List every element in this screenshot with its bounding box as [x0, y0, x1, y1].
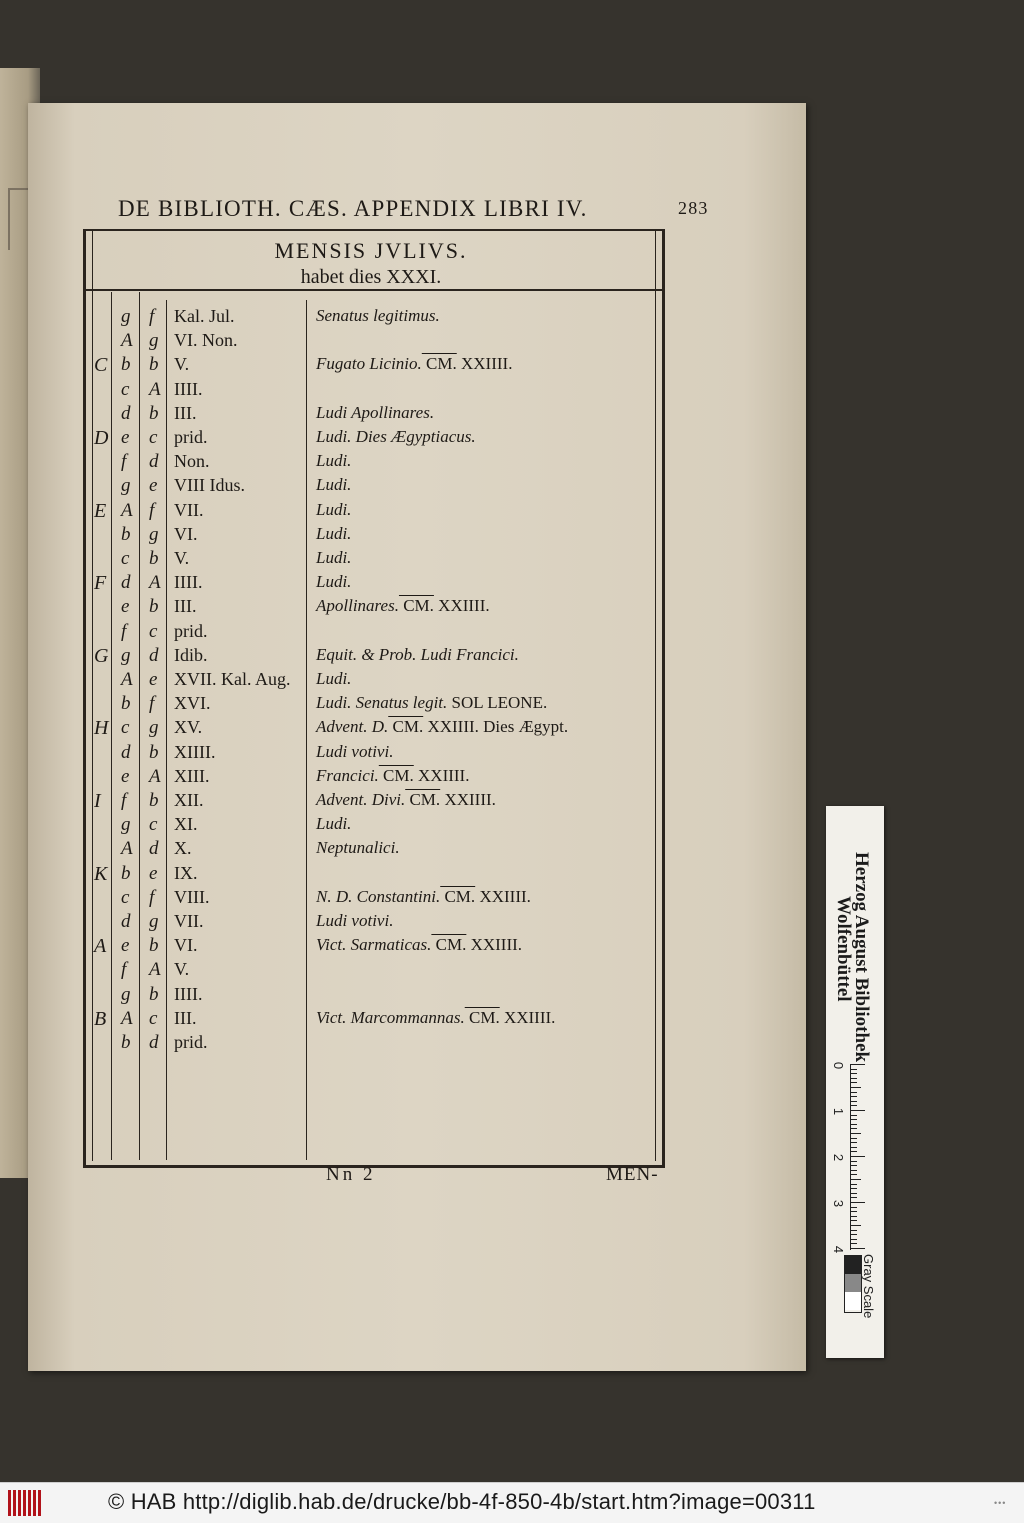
ruler-number: 4 [831, 1245, 847, 1254]
dominical-letter: I [94, 790, 101, 812]
cm-mark: CM. [431, 935, 467, 955]
gray-scale-label: Gray Scale [861, 1254, 876, 1319]
feast-note: Advent. D. CM. XXIIII. Dies Ægypt. [316, 717, 569, 737]
feast-note: Apollinares. CM. XXIIII. [316, 596, 490, 616]
ruler-tick [851, 1092, 857, 1093]
calendar-row [0, 403, 1024, 427]
calendar-letter: c [121, 886, 130, 908]
nundinal-letter: A [149, 378, 161, 400]
dominical-letter: G [94, 644, 109, 667]
calendar-row [0, 621, 1024, 645]
ruler-tick [851, 1142, 857, 1143]
ruler-tick [851, 1096, 857, 1097]
ruler-number: 2 [831, 1153, 847, 1162]
cm-mark: CM. [405, 790, 441, 809]
nundinal-letter: b [149, 402, 159, 424]
ruler-number: 1 [831, 1107, 847, 1116]
ruler-tick [851, 1069, 857, 1070]
running-head-title: DE BIBLIOTH. CÆS. APPENDIX LIBRI IV. [118, 196, 588, 221]
nundinal-letter: f [149, 886, 155, 908]
nundinal-letter: A [149, 765, 161, 787]
calendar-letter: e [121, 765, 130, 787]
calendar-letter: f [121, 959, 127, 981]
nundinal-letter: e [149, 862, 158, 884]
ruler-tick [851, 1170, 857, 1171]
ruler-tick [851, 1184, 857, 1185]
hab-logo-icon [8, 1490, 48, 1516]
source-url[interactable]: © HAB http://diglib.hab.de/drucke/bb-4f-850-4b/start.htm?image=00311 [108, 1489, 816, 1514]
calendar-letter: c [121, 548, 130, 569]
day-label: XII. [174, 790, 204, 810]
ruler-tick [851, 1207, 857, 1208]
calendar-row [0, 379, 1024, 403]
calendar-letter: b [121, 862, 131, 884]
day-label: III. [174, 402, 197, 423]
dominical-letter: B [94, 1007, 107, 1030]
month-days: habet dies XXXI. [300, 266, 442, 288]
ruler-tick [851, 1202, 865, 1203]
feast-note: Equit. & Prob. Ludi Francici. [316, 644, 519, 664]
ruler-tick [851, 1119, 857, 1120]
calendar-letter: e [121, 935, 130, 957]
day-label: III. [174, 1007, 197, 1028]
feast-note: N. D. Constantini. CM. XXIIII. [316, 886, 531, 906]
ruler-tick [851, 1220, 857, 1221]
feast-note-tail: XXIIII. [440, 790, 496, 809]
ruler-tick [851, 1101, 857, 1102]
day-label: IIII. [174, 983, 203, 1004]
day-label: XIIII. [174, 741, 216, 762]
feast-note: Vict. Sarmaticas. CM. XXIIII. [316, 935, 523, 955]
calendar-letter: c [121, 717, 130, 739]
calendar-row [0, 451, 1024, 475]
calendar-row [0, 596, 1024, 620]
calendar-row [0, 742, 1024, 766]
day-label: XV. [174, 717, 203, 738]
ruler-tick [851, 1239, 857, 1240]
calendar-letter: d [121, 402, 131, 424]
day-label: V. [174, 959, 190, 980]
day-label: prid. [174, 620, 208, 641]
nundinal-letter: b [149, 548, 159, 569]
calendar-letter: A [121, 1007, 133, 1029]
calendar-row [0, 475, 1024, 499]
calendar-letter: b [121, 693, 131, 715]
feast-note: Vict. Marcommannas. CM. XXIIII. [316, 1007, 556, 1027]
feast-note: Ludi. [316, 572, 352, 592]
cm-mark: CM. [378, 765, 414, 785]
calendar-letter: g [121, 814, 131, 836]
calendar-letter: g [121, 644, 131, 666]
ruler-tick [851, 1225, 861, 1226]
ruler-tick [851, 1082, 857, 1083]
day-label: IIII. [174, 378, 203, 399]
ruler-tick [851, 1234, 857, 1235]
feast-note: Advent. Divi. CM. XXIIII. [316, 790, 496, 809]
feast-note: Fugato Licinio. CM. XXIIII. [316, 354, 513, 374]
ruler-tick [851, 1124, 857, 1125]
nundinal-letter: g [149, 523, 159, 545]
dominical-letter: F [94, 572, 107, 595]
calendar-letter: d [121, 911, 131, 932]
ruler-tick [851, 1165, 857, 1166]
ruler-tick [851, 1087, 861, 1088]
nundinal-letter: g [149, 330, 159, 352]
ruler-tick [851, 1161, 857, 1162]
cm-mark: CM. [388, 717, 424, 737]
feast-note-tail: XXIIII. [466, 935, 523, 955]
color-scale-card [826, 806, 884, 1358]
nundinal-letter: f [149, 499, 155, 521]
library-name: Herzog August Bibliothek [851, 852, 872, 1063]
feast-note: Neptunalici. [316, 838, 400, 858]
calendar-row [0, 572, 1024, 596]
nundinal-letter: A [149, 572, 161, 594]
feast-note: Senatus legitimus. [316, 306, 440, 325]
calendar-letter: A [121, 669, 133, 690]
calendar-letter: A [121, 330, 133, 352]
ruler-tick [851, 1105, 857, 1106]
ruler-tick [851, 1243, 857, 1244]
feast-note-tail: XXIIII. Dies Ægypt. [423, 717, 569, 737]
nundinal-letter: d [149, 838, 159, 860]
ruler-tick [851, 1110, 865, 1111]
calendar-row [0, 330, 1024, 354]
dominical-letter: H [94, 717, 109, 740]
feast-note: Ludi. [316, 451, 352, 471]
feast-note: Ludi votivi. [316, 911, 394, 930]
calendar-letter: f [121, 451, 127, 473]
calendar-letter: b [121, 523, 131, 545]
feast-note: Ludi. Dies Ægyptiacus. [316, 427, 476, 446]
day-label: Kal. Jul. [174, 306, 235, 326]
calendar-letter: d [121, 572, 131, 594]
nundinal-letter: b [149, 354, 159, 376]
ruler-tick [851, 1193, 857, 1194]
ruler-tick [851, 1174, 857, 1175]
nundinal-letter: b [149, 741, 159, 763]
nundinal-letter: b [149, 983, 159, 1005]
nundinal-letter: e [149, 475, 158, 497]
day-label: IIII. [174, 572, 203, 593]
feast-note: Ludi. [316, 475, 352, 495]
dominical-letter: A [94, 935, 107, 958]
calendar-row [0, 524, 1024, 548]
day-label: XVI. [174, 693, 211, 714]
cm-mark: CM. [421, 354, 457, 374]
feast-note-tail: XXIIII. [499, 1007, 556, 1027]
calendar-letter: A [121, 499, 133, 521]
day-label: III. [174, 596, 197, 617]
cm-mark: CM. [398, 596, 434, 616]
calendar-letter: c [121, 378, 130, 400]
nundinal-letter: g [149, 911, 159, 932]
feast-note-tail: XXIIII. [433, 596, 490, 616]
nundinal-letter: f [149, 306, 155, 327]
cm-mark: CM. [440, 886, 476, 906]
ruler-tick [851, 1147, 857, 1148]
day-label: VIII. [174, 886, 210, 907]
ruler-tick [851, 1064, 865, 1065]
status-bar [0, 1482, 1024, 1523]
calendar-letter: b [121, 354, 131, 376]
calendar-row [0, 500, 1024, 524]
nundinal-letter: f [149, 693, 155, 715]
ruler-tick [851, 1115, 857, 1116]
calendar-letter: e [121, 427, 130, 448]
calendar-letter: g [121, 306, 131, 327]
calendar-letter: d [121, 741, 131, 763]
month-title: MENSIS JVLIVS. [274, 238, 468, 263]
day-label: VI. Non. [174, 330, 238, 351]
library-city: Wolfenbüttel [833, 896, 854, 1002]
ruler-tick [851, 1179, 861, 1180]
ruler-tick [851, 1138, 857, 1139]
calendar-letter: g [121, 983, 131, 1005]
day-label: XI. [174, 814, 198, 835]
feast-note-tail: XXIIII. [475, 886, 531, 906]
day-label: XVII. Kal. Aug. [174, 669, 291, 689]
day-label: V. [174, 354, 190, 375]
day-label: VI. [174, 523, 198, 544]
nundinal-letter: b [149, 596, 159, 618]
running-head [118, 196, 718, 226]
ruler-tick [851, 1216, 857, 1217]
nundinal-letter: c [149, 814, 158, 836]
calendar-row [0, 548, 1024, 572]
nundinal-letter: d [149, 451, 159, 473]
nundinal-letter: c [149, 1007, 158, 1029]
day-label: VII. [174, 911, 204, 931]
nundinal-letter: d [149, 644, 159, 666]
calendar-row [0, 717, 1024, 741]
day-label: X. [174, 838, 192, 859]
ruler-tick [851, 1230, 857, 1231]
calendar-letter: f [121, 620, 127, 642]
day-label: Idib. [174, 644, 208, 665]
calendar-row [0, 669, 1024, 693]
ruler [831, 1061, 865, 1254]
nundinal-letter: b [149, 790, 159, 811]
feast-note: Ludi. [316, 669, 352, 688]
signature-mark: Nn 2 [326, 1164, 376, 1185]
day-label: IX. [174, 862, 198, 883]
feast-note: Ludi. [316, 548, 352, 567]
dominical-letter: K [94, 862, 108, 885]
feast-note-tail: XXIIII. [456, 354, 513, 374]
calendar-row [0, 427, 1024, 451]
ruler-tick [851, 1248, 865, 1249]
feast-note: Ludi Apollinares. [316, 402, 435, 422]
calendar-letter: f [121, 790, 127, 811]
day-label: VII. [174, 499, 204, 520]
calendar-row [0, 306, 1024, 330]
ruler-tick [851, 1128, 857, 1129]
ruler-number: 0 [831, 1061, 847, 1070]
page-number: 283 [678, 198, 709, 218]
nundinal-letter: b [149, 935, 159, 957]
ruler-tick [851, 1073, 857, 1074]
calendar-row [0, 354, 1024, 378]
feast-note: Ludi votivi. [316, 741, 394, 761]
catchword: MEN- [606, 1164, 659, 1185]
gray-scale-swatch [844, 1255, 862, 1313]
feast-note: Ludi. [316, 523, 352, 543]
nundinal-letter: c [149, 427, 158, 448]
day-label: VIII Idus. [174, 475, 245, 496]
ruler-tick [851, 1078, 857, 1079]
calendar-row [0, 766, 1024, 790]
ruler-tick [851, 1211, 857, 1212]
feast-note-tail: XXIIII. [413, 765, 470, 785]
feast-note: Ludi. [316, 499, 352, 519]
feast-note: Ludi. [316, 814, 352, 834]
dominical-letter: D [94, 427, 109, 449]
dominical-letter: C [94, 354, 108, 377]
ruler-tick [851, 1188, 857, 1189]
nundinal-letter: e [149, 669, 158, 690]
day-label: XIII. [174, 765, 210, 786]
ruler-tick [851, 1197, 857, 1198]
calendar-letter: e [121, 596, 130, 618]
day-label: Non. [174, 451, 210, 472]
feast-note: Francici. CM. XXIIII. [316, 765, 470, 785]
dominical-letter: E [94, 499, 107, 522]
nundinal-letter: A [149, 959, 161, 981]
cm-mark: CM. [464, 1007, 500, 1027]
feast-note-tail: SOL LEONE. [447, 693, 548, 713]
calendar-letter: A [121, 838, 133, 860]
day-label: prid. [174, 1032, 208, 1052]
day-label: V. [174, 548, 190, 568]
more-icon[interactable]: ••• [994, 1498, 1007, 1508]
calendar-letter: g [121, 475, 131, 497]
day-label: prid. [174, 427, 208, 447]
ruler-tick [851, 1156, 865, 1157]
feast-note: Ludi. Senatus legit. SOL LEONE. [316, 693, 548, 713]
day-label: VI. [174, 935, 198, 956]
ruler-tick [851, 1151, 857, 1152]
calendar-row [0, 645, 1024, 669]
nundinal-letter: g [149, 717, 159, 739]
calendar-row [0, 693, 1024, 717]
nundinal-letter: d [149, 1032, 159, 1053]
calendar-letter: b [121, 1032, 131, 1053]
nundinal-letter: c [149, 620, 158, 642]
ruler-number: 3 [831, 1199, 847, 1208]
ruler-tick [851, 1133, 861, 1134]
